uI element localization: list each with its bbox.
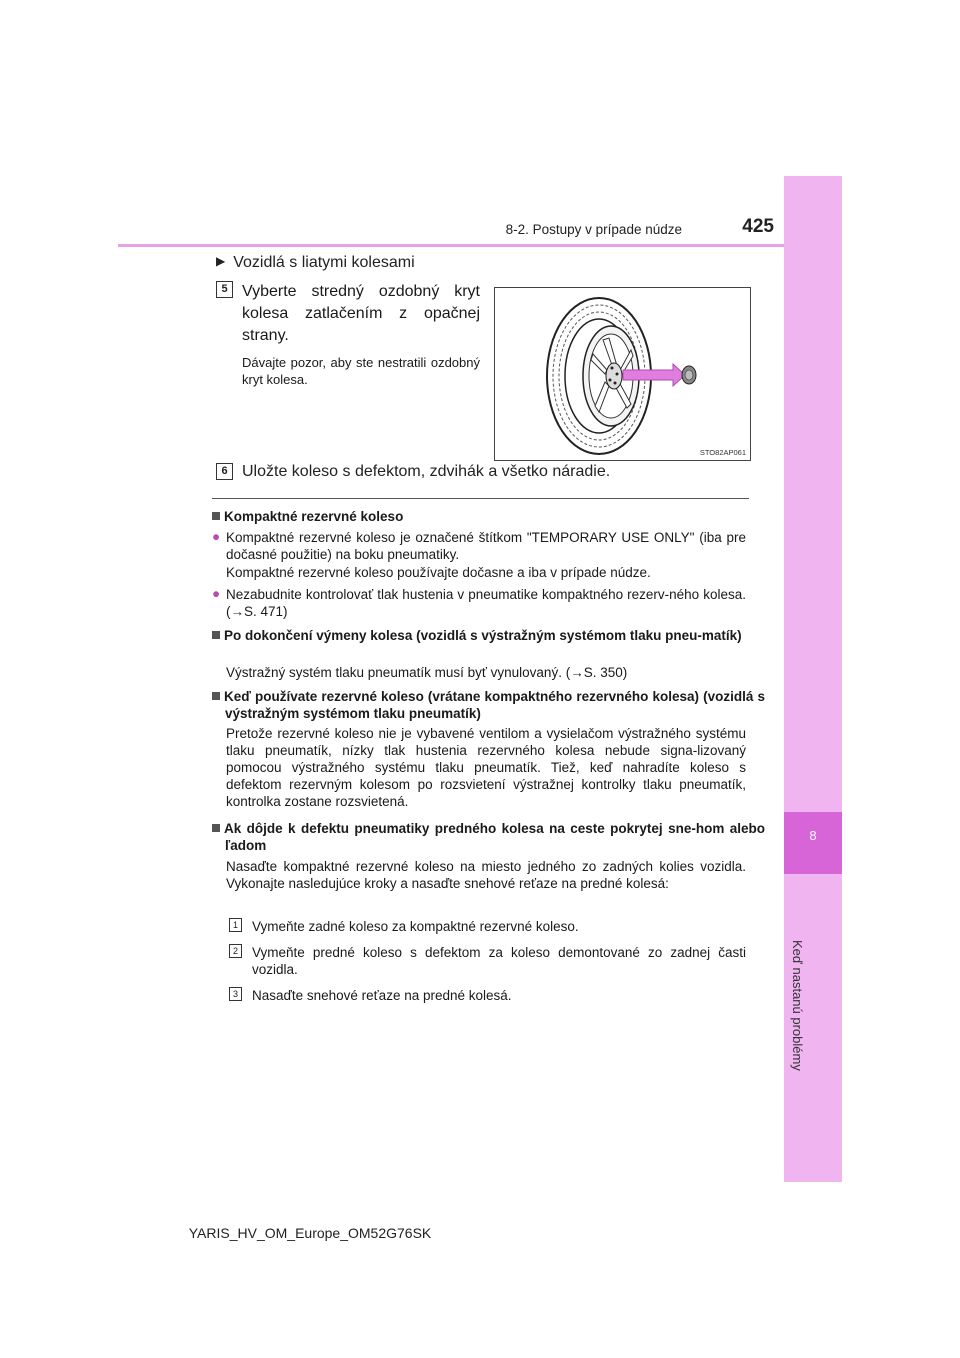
after-change-body: Výstražný systém tlaku pneumatík musí byť vynulovaný. (→S. 350) <box>226 665 628 680</box>
document-code: YARIS_HV_OM_Europe_OM52G76SK <box>188 1225 432 1241</box>
substep-number-2: 2 <box>229 944 242 958</box>
note-heading-front-flat-snow: Ak dôjde k defektu pneumatiky predného kolesa na ceste pokrytej sne-hom alebo ľadom <box>212 820 765 854</box>
note-heading-using-spare: Keď používate rezervné koleso (vrátane kompaktného rezervného kolesa) (vozidlá s výstražným systémom tlaku pneumatík) <box>212 688 765 722</box>
section-divider <box>212 498 749 499</box>
step-6-text: Uložte koleso s defektom, zdvihák a všetko náradie. <box>242 463 611 480</box>
step-number-5: 5 <box>216 281 233 298</box>
substep-number-1: 1 <box>229 918 242 932</box>
substep-number-3: 3 <box>229 987 242 1001</box>
chapter-title: Keď nastanú problémy <box>790 940 805 1071</box>
note-heading-after-change: Po dokončení výmeny kolesa (vozidlá s výstražným systémom tlaku pneu-matík) <box>212 627 765 644</box>
triangle-right-icon: ▶ <box>216 254 226 268</box>
vehicle-heading-text: Vozidlá s liatymi kolesami <box>233 254 415 271</box>
compact-spare-bullet-1: Kompaktné rezervné koleso je označené štítkom "TEMPORARY USE ONLY" (iba pre dočasné použitie) na boku pneumatiky. <box>226 530 746 562</box>
chapter-number: 8 <box>809 828 817 843</box>
tire-illustration-icon <box>495 288 750 460</box>
compact-spare-bullet-1-cont: Kompaktné rezervné koleso používajte dočasne a iba v prípade núdze. <box>226 565 651 580</box>
substep-2-text: Vymeňte predné koleso s defektom za koleso demontované zo zadnej časti vozidla. <box>252 945 746 977</box>
page-number: 425 <box>742 216 774 237</box>
wheel-cap-illustration <box>494 287 751 461</box>
front-flat-snow-body: Nasaďte kompaktné rezervné koleso na miesto jedného zo zadných kolies vozidla. Vykonajte nasledujúce kroky a nasaďte snehové reťaze na predné kolesá: <box>226 859 746 891</box>
figure-code: STO82AP061 <box>699 448 746 457</box>
square-bullet-icon <box>212 692 220 700</box>
vehicle-heading <box>216 254 415 272</box>
using-spare-body: Pretože rezervné koleso nie je vybavené ventilom a vysielačom výstražného systému tlaku pneumatík, nízky tlak hustenia rezervného kolesa nebude signa-lizovaný pomocou výstražného systému tlaku pneumatík. Tiež, keď nahradíte koleso s defektom rezervným kolesom po rozsvietení výstražnej kontrolky tlaku pneumatík, kontrolka zostane rozsvietená. <box>226 726 746 809</box>
step-5-text: Vyberte stredný ozdobný kryt kolesa zatlačením z opačnej strany. <box>242 283 480 344</box>
circle-bullet-icon: ● <box>212 586 221 601</box>
chapter-tab[interactable] <box>784 812 842 874</box>
step-number-6: 6 <box>216 463 233 480</box>
compact-spare-bullet-2: Nezabudnite kontrolovať tlak hustenia v pneumatike kompaktného rezerv-ného kolesa. (→S. 471) <box>226 587 746 619</box>
square-bullet-icon <box>212 631 220 639</box>
substep-3-text: Nasaďte snehové reťaze na predné kolesá. <box>252 988 512 1003</box>
circle-bullet-icon: ● <box>212 529 221 544</box>
square-bullet-icon <box>212 512 220 520</box>
step-5-note: Dávajte pozor, aby ste nestratili ozdobný kryt kolesa. <box>242 355 480 387</box>
section-title: 8-2. Postupy v prípade núdze <box>505 222 682 237</box>
substep-1-text: Vymeňte zadné koleso za kompaktné rezervné koleso. <box>252 919 579 934</box>
note-heading-compact-spare: Kompaktné rezervné koleso <box>212 508 752 525</box>
header-divider <box>118 244 784 247</box>
square-bullet-icon <box>212 824 220 832</box>
